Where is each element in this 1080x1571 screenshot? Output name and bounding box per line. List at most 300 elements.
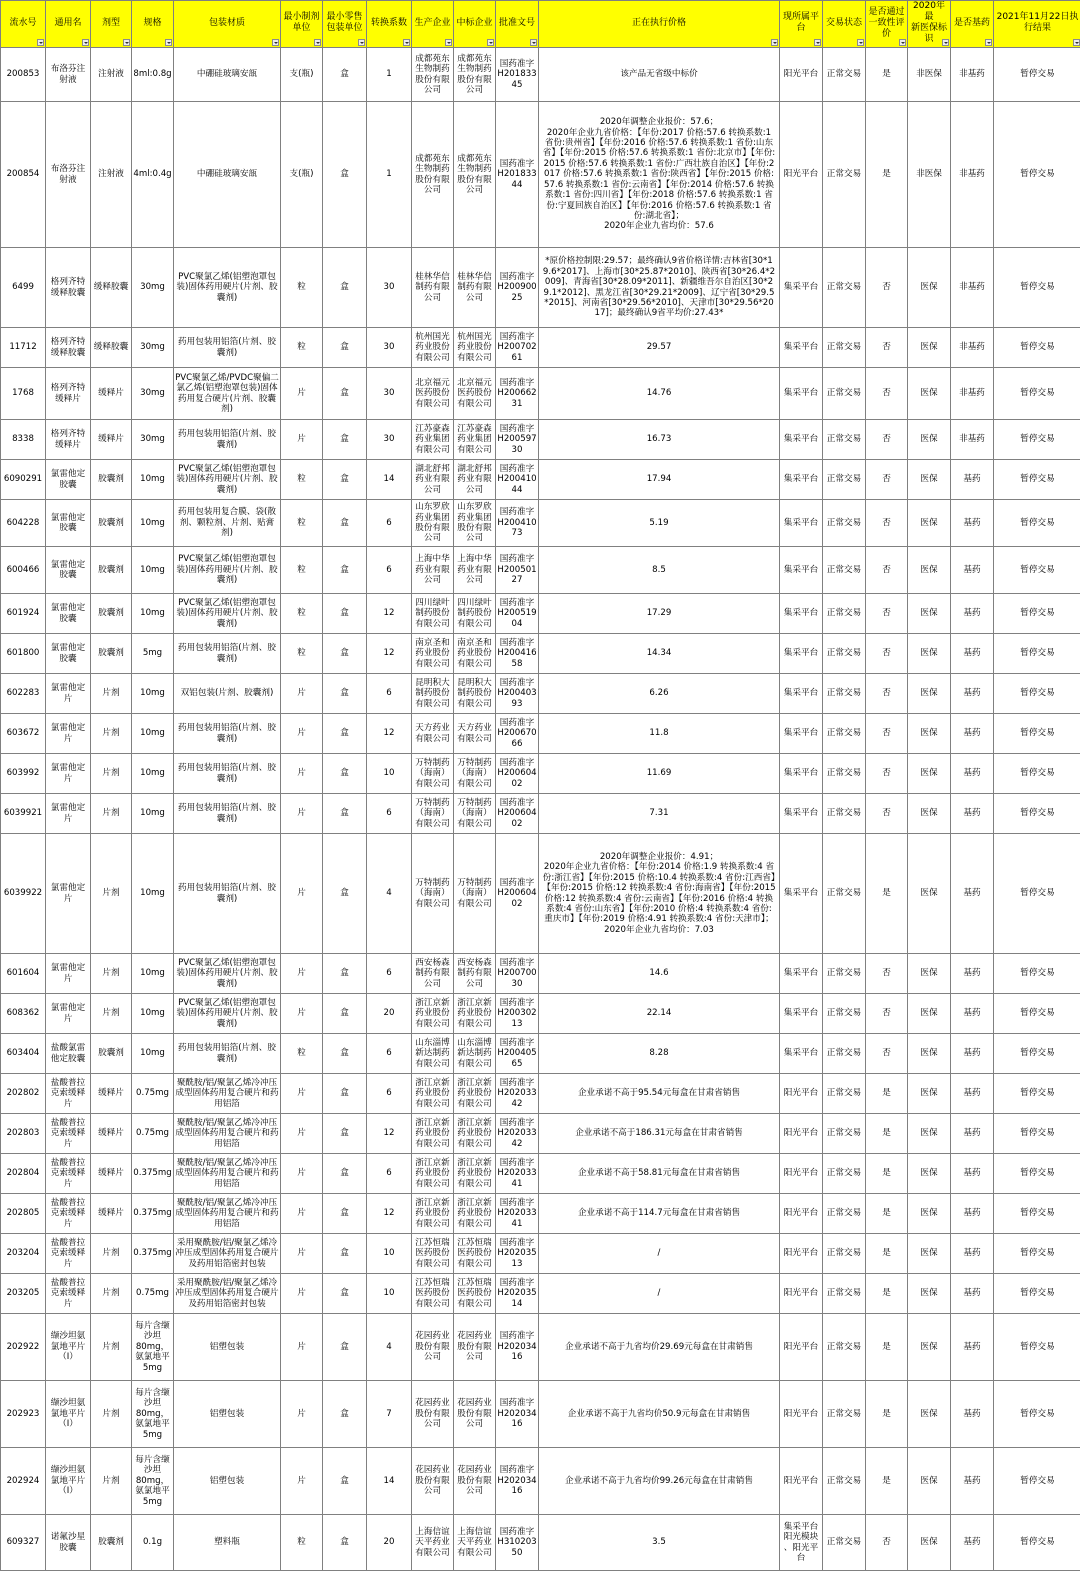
header-row	[1, 1, 1080, 48]
column-header-min_pack[interactable]	[323, 1, 367, 48]
cell-result: 暂停交易	[994, 1154, 1080, 1194]
filter-dropdown-icon[interactable]	[814, 39, 821, 46]
cell-price: 6.26	[539, 674, 780, 714]
cell-essential: 基药	[951, 1154, 994, 1194]
cell-result: 暂停交易	[994, 794, 1080, 834]
cell-pack: 药用包装用铝箔(片剂、胶囊剂)	[174, 754, 281, 794]
column-header-approval[interactable]	[496, 1, 539, 48]
cell-essential: 基药	[951, 1234, 994, 1274]
cell-id: 202804	[1, 1154, 46, 1194]
column-header-pack[interactable]	[174, 1, 281, 48]
column-header-form[interactable]	[91, 1, 132, 48]
cell-name: 氯雷他定 胶囊	[46, 634, 91, 674]
cell-consistency: 否	[866, 954, 908, 994]
cell-mfr: 江苏恒瑞 医药股份 有限公司	[412, 1274, 454, 1314]
cell-bid: 花园药业 股份有限 公司	[454, 1314, 496, 1381]
cell-pack: 聚酰胺/铝/聚氯乙烯冷冲压成型固体药用复合硬片和药用铝箔	[174, 1114, 281, 1154]
cell-insurance: 医保	[908, 1034, 951, 1074]
filter-dropdown-icon[interactable]	[37, 39, 44, 46]
table-row	[1, 248, 1080, 328]
cell-insurance: 医保	[908, 1074, 951, 1114]
filter-dropdown-icon[interactable]	[857, 39, 864, 46]
cell-mfr: 花园药业 股份有限 公司	[412, 1448, 454, 1515]
cell-spec: 0.75mg	[132, 1074, 174, 1114]
cell-status: 正常交易	[823, 48, 866, 102]
cell-id: 603672	[1, 714, 46, 754]
table-row	[1, 48, 1080, 102]
cell-price: 5.19	[539, 500, 780, 547]
column-header-consistency[interactable]	[866, 1, 908, 48]
cell-min_unit: 粒	[281, 594, 323, 634]
cell-approval: 国药准字 H202033 41	[496, 1154, 539, 1194]
cell-bid: 花园药业 股份有限 公司	[454, 1381, 496, 1448]
cell-mfr: 天方药业 有限公司	[412, 714, 454, 754]
cell-approval: 国药准字 H200700 30	[496, 954, 539, 994]
cell-conv: 6	[367, 547, 412, 594]
cell-status: 正常交易	[823, 460, 866, 500]
cell-consistency: 否	[866, 634, 908, 674]
cell-price: 11.69	[539, 754, 780, 794]
column-header-id[interactable]	[1, 1, 46, 48]
cell-consistency: 否	[866, 794, 908, 834]
cell-consistency: 否	[866, 714, 908, 754]
cell-insurance: 医保	[908, 1314, 951, 1381]
cell-spec: 0.75mg	[132, 1114, 174, 1154]
cell-price: 该产品无省级中标价	[539, 48, 780, 102]
cell-pack: 药用包装用铝箔(片剂、胶囊剂)	[174, 634, 281, 674]
cell-insurance: 医保	[908, 634, 951, 674]
filter-dropdown-icon[interactable]	[82, 39, 89, 46]
cell-conv: 4	[367, 1314, 412, 1381]
column-header-label: 转换系数	[371, 18, 407, 28]
cell-conv: 10	[367, 754, 412, 794]
column-header-label: 2020年最 新医保标 识	[911, 1, 947, 44]
cell-essential: 基药	[951, 460, 994, 500]
cell-name: 氯雷他定 片	[46, 714, 91, 754]
cell-min_pack: 盒	[323, 1274, 367, 1314]
cell-essential: 基药	[951, 547, 994, 594]
cell-consistency: 否	[866, 248, 908, 328]
cell-consistency: 是	[866, 1194, 908, 1234]
cell-platform: 集采平台	[780, 834, 823, 954]
cell-spec: 30mg	[132, 368, 174, 420]
cell-approval: 国药准字 H200604 02	[496, 794, 539, 834]
cell-conv: 14	[367, 1448, 412, 1515]
cell-pack: PVC聚氯乙烯/PVDC聚偏二氯乙烯(铝塑泡罩包装)固体药用复合硬片(片剂、胶囊剂)	[174, 368, 281, 420]
cell-status: 正常交易	[823, 500, 866, 547]
table-row	[1, 1114, 1080, 1154]
cell-price: 企业承诺不高于114.7元每盒在甘肃省销售	[539, 1194, 780, 1234]
cell-min_unit: 支(瓶)	[281, 48, 323, 102]
table-row	[1, 634, 1080, 674]
cell-min_unit: 片	[281, 754, 323, 794]
cell-status: 正常交易	[823, 420, 866, 460]
cell-essential: 基药	[951, 1114, 994, 1154]
cell-bid: 北京福元 医药股份 有限公司	[454, 368, 496, 420]
column-header-label: 批准文号	[499, 18, 535, 28]
cell-pack: 药用包装用铝箔(片剂、胶囊剂)	[174, 420, 281, 460]
cell-min_pack: 盒	[323, 1154, 367, 1194]
cell-essential: 基药	[951, 1034, 994, 1074]
cell-approval: 国药准字 H200405 65	[496, 1034, 539, 1074]
cell-bid: 南京圣和 药业股份 有限公司	[454, 634, 496, 674]
cell-price: 7.31	[539, 794, 780, 834]
cell-spec: 10mg	[132, 594, 174, 634]
cell-id: 202802	[1, 1074, 46, 1114]
cell-price: 企业承诺不高于九省均价50.9元每盒在甘肃销售	[539, 1381, 780, 1448]
filter-dropdown-icon[interactable]	[771, 39, 778, 46]
cell-id: 6039921	[1, 794, 46, 834]
cell-result: 暂停交易	[994, 634, 1080, 674]
column-header-result[interactable]	[994, 1, 1080, 48]
table-row	[1, 420, 1080, 460]
cell-mfr: 北京福元 医药股份 有限公司	[412, 368, 454, 420]
cell-approval: 国药准字 H202034 16	[496, 1448, 539, 1515]
column-header-spec[interactable]	[132, 1, 174, 48]
filter-dropdown-icon[interactable]	[272, 39, 279, 46]
cell-min_pack: 盒	[323, 1234, 367, 1274]
cell-id: 202923	[1, 1381, 46, 1448]
cell-insurance: 医保	[908, 1448, 951, 1515]
table-row	[1, 1154, 1080, 1194]
cell-price: 14.34	[539, 634, 780, 674]
cell-bid: 成都苑东 生物制药 股份有限 公司	[454, 102, 496, 248]
cell-pack: PVC聚氯乙烯(铝塑泡罩包装)固体药用硬片(片剂、胶囊剂)	[174, 994, 281, 1034]
column-header-label: 正在执行价格	[632, 18, 686, 28]
cell-spec: 5mg	[132, 634, 174, 674]
cell-approval: 国药准字 H200597 30	[496, 420, 539, 460]
table-row	[1, 674, 1080, 714]
cell-name: 盐酸普拉 克索缓释 片	[46, 1154, 91, 1194]
cell-conv: 12	[367, 714, 412, 754]
filter-dropdown-icon[interactable]	[985, 39, 992, 46]
cell-pack: 药用包装用铝箔(片剂、胶囊剂)	[174, 714, 281, 754]
cell-min_unit: 粒	[281, 1034, 323, 1074]
cell-min_pack: 盒	[323, 1314, 367, 1381]
cell-name: 氯雷他定 胶囊	[46, 500, 91, 547]
filter-dropdown-icon[interactable]	[358, 39, 365, 46]
column-header-label: 剂型	[102, 18, 120, 28]
cell-consistency: 否	[866, 754, 908, 794]
cell-spec: 10mg	[132, 794, 174, 834]
filter-dropdown-icon[interactable]	[487, 39, 494, 46]
cell-name: 盐酸普拉 克索缓释 片	[46, 1194, 91, 1234]
cell-price: 企业承诺不高于58.81元每盒在甘肃省销售	[539, 1154, 780, 1194]
table-row	[1, 328, 1080, 368]
cell-conv: 30	[367, 420, 412, 460]
table-row	[1, 794, 1080, 834]
cell-status: 正常交易	[823, 102, 866, 248]
cell-consistency: 否	[866, 674, 908, 714]
cell-conv: 6	[367, 1074, 412, 1114]
cell-price: 企业承诺不高于95.54元每盒在甘肃省销售	[539, 1074, 780, 1114]
cell-spec: 10mg	[132, 500, 174, 547]
cell-conv: 12	[367, 1114, 412, 1154]
column-header-essential[interactable]	[951, 1, 994, 48]
cell-result: 暂停交易	[994, 500, 1080, 547]
cell-spec: 0.375mg	[132, 1194, 174, 1234]
cell-min_pack: 盒	[323, 714, 367, 754]
cell-id: 200853	[1, 48, 46, 102]
cell-spec: 10mg	[132, 714, 174, 754]
cell-essential: 基药	[951, 1274, 994, 1314]
cell-result: 暂停交易	[994, 1034, 1080, 1074]
table-row	[1, 547, 1080, 594]
cell-name: 格列齐特 缓释胶囊	[46, 248, 91, 328]
cell-name: 氯雷他定 胶囊	[46, 547, 91, 594]
column-header-label: 2021年11月22日执 行结果	[997, 12, 1079, 33]
filter-dropdown-icon[interactable]	[899, 39, 906, 46]
cell-essential: 基药	[951, 714, 994, 754]
cell-status: 正常交易	[823, 1274, 866, 1314]
cell-id: 600466	[1, 547, 46, 594]
cell-price: 14.76	[539, 368, 780, 420]
filter-dropdown-icon[interactable]	[942, 39, 949, 46]
cell-price: 14.6	[539, 954, 780, 994]
cell-consistency: 否	[866, 994, 908, 1034]
cell-platform: 集采平台	[780, 248, 823, 328]
cell-consistency: 是	[866, 1154, 908, 1194]
cell-insurance: 医保	[908, 547, 951, 594]
cell-mfr: 桂林华信 制药有限 公司	[412, 248, 454, 328]
column-header-price[interactable]	[539, 1, 780, 48]
cell-id: 603404	[1, 1034, 46, 1074]
cell-min_unit: 片	[281, 994, 323, 1034]
cell-min_pack: 盒	[323, 1515, 367, 1571]
cell-spec: 10mg	[132, 954, 174, 994]
cell-consistency: 否	[866, 420, 908, 460]
cell-conv: 30	[367, 328, 412, 368]
cell-price: 29.57	[539, 328, 780, 368]
cell-min_pack: 盒	[323, 674, 367, 714]
cell-result: 暂停交易	[994, 594, 1080, 634]
filter-dropdown-icon[interactable]	[165, 39, 172, 46]
cell-bid: 西安杨森 制药有限 公司	[454, 954, 496, 994]
cell-bid: 浙江京新 药业股份 有限公司	[454, 1194, 496, 1234]
cell-insurance: 医保	[908, 1194, 951, 1234]
column-header-name[interactable]	[46, 1, 91, 48]
cell-name: 格列齐特 缓释胶囊	[46, 328, 91, 368]
column-header-conv[interactable]	[367, 1, 412, 48]
cell-min_unit: 片	[281, 714, 323, 754]
cell-id: 203204	[1, 1234, 46, 1274]
table-row	[1, 102, 1080, 248]
cell-conv: 6	[367, 1034, 412, 1074]
column-header-label: 包装材质	[209, 18, 245, 28]
cell-pack: 塑料瓶	[174, 1515, 281, 1571]
cell-approval: 国药准字 H202033 42	[496, 1114, 539, 1154]
filter-dropdown-icon[interactable]	[314, 39, 321, 46]
cell-id: 6039922	[1, 834, 46, 954]
cell-form: 缓释胶囊	[91, 248, 132, 328]
column-header-bid[interactable]	[454, 1, 496, 48]
cell-id: 202803	[1, 1114, 46, 1154]
cell-id: 200854	[1, 102, 46, 248]
cell-conv: 1	[367, 48, 412, 102]
cell-insurance: 医保	[908, 674, 951, 714]
cell-form: 片剂	[91, 1234, 132, 1274]
cell-spec: 30mg	[132, 420, 174, 460]
cell-essential: 基药	[951, 500, 994, 547]
column-header-label: 中标企业	[456, 18, 492, 28]
cell-id: 8338	[1, 420, 46, 460]
cell-platform: 集采平台	[780, 547, 823, 594]
cell-platform: 阳光平台	[780, 1074, 823, 1114]
table-row	[1, 714, 1080, 754]
cell-platform: 阳光平台	[780, 1154, 823, 1194]
cell-conv: 7	[367, 1381, 412, 1448]
cell-spec: 0.75mg	[132, 1274, 174, 1314]
cell-consistency: 是	[866, 1114, 908, 1154]
cell-min_pack: 盒	[323, 500, 367, 547]
cell-min_unit: 粒	[281, 634, 323, 674]
cell-result: 暂停交易	[994, 248, 1080, 328]
cell-min_unit: 片	[281, 1074, 323, 1114]
cell-id: 608362	[1, 994, 46, 1034]
cell-mfr: 万特制药 （海南） 有限公司	[412, 754, 454, 794]
cell-result: 暂停交易	[994, 1381, 1080, 1448]
cell-bid: 山东罗欣 药业集团 股份有限 公司	[454, 500, 496, 547]
column-header-min_unit[interactable]	[281, 1, 323, 48]
cell-approval: 国药准字 H201833 45	[496, 48, 539, 102]
cell-consistency: 否	[866, 368, 908, 420]
cell-platform: 集采平台	[780, 754, 823, 794]
cell-form: 胶囊剂	[91, 460, 132, 500]
filter-dropdown-icon[interactable]	[1073, 39, 1080, 46]
table-row	[1, 754, 1080, 794]
cell-insurance: 医保	[908, 420, 951, 460]
cell-insurance: 医保	[908, 1274, 951, 1314]
cell-essential: 基药	[951, 794, 994, 834]
cell-name: 氯雷他定 胶囊	[46, 460, 91, 500]
cell-result: 暂停交易	[994, 674, 1080, 714]
cell-name: 盐酸普拉 克索缓释 片	[46, 1114, 91, 1154]
cell-platform: 集采平台	[780, 714, 823, 754]
cell-price: 22.14	[539, 994, 780, 1034]
cell-pack: PVC聚氯乙烯(铝塑泡罩包装)固体药用硬片(片剂、胶囊剂)	[174, 547, 281, 594]
cell-bid: 万特制药 （海南） 有限公司	[454, 834, 496, 954]
cell-min_unit: 粒	[281, 248, 323, 328]
table-row	[1, 994, 1080, 1034]
cell-status: 正常交易	[823, 714, 866, 754]
cell-min_pack: 盒	[323, 547, 367, 594]
cell-consistency: 是	[866, 834, 908, 954]
cell-result: 暂停交易	[994, 1194, 1080, 1234]
cell-price: 企业承诺不高于186.31元每盒在甘肃省销售	[539, 1114, 780, 1154]
cell-conv: 20	[367, 994, 412, 1034]
cell-conv: 6	[367, 1154, 412, 1194]
cell-mfr: 花园药业 股份有限 公司	[412, 1381, 454, 1448]
column-header-mfr[interactable]	[412, 1, 454, 48]
cell-essential: 基药	[951, 1314, 994, 1381]
cell-pack: 药用包装用铝箔(片剂、胶囊剂)	[174, 328, 281, 368]
cell-essential: 基药	[951, 834, 994, 954]
cell-insurance: 医保	[908, 994, 951, 1034]
column-header-insurance[interactable]	[908, 1, 951, 48]
filter-dropdown-icon[interactable]	[403, 39, 410, 46]
cell-approval: 国药准字 H310203 50	[496, 1515, 539, 1571]
cell-essential: 基药	[951, 954, 994, 994]
cell-result: 暂停交易	[994, 328, 1080, 368]
cell-min_unit: 片	[281, 1381, 323, 1448]
cell-form: 胶囊剂	[91, 1034, 132, 1074]
cell-mfr: 杭州国光 药业股份 有限公司	[412, 328, 454, 368]
cell-pack: 铝塑包装	[174, 1314, 281, 1381]
cell-spec: 4ml:0.4g	[132, 102, 174, 248]
cell-name: 布洛芬注 射液	[46, 102, 91, 248]
cell-status: 正常交易	[823, 328, 866, 368]
cell-conv: 10	[367, 1234, 412, 1274]
column-header-platform[interactable]	[780, 1, 823, 48]
cell-id: 601924	[1, 594, 46, 634]
cell-status: 正常交易	[823, 754, 866, 794]
cell-approval: 国药准字 H200900 25	[496, 248, 539, 328]
filter-dropdown-icon[interactable]	[530, 39, 537, 46]
column-header-status[interactable]	[823, 1, 866, 48]
cell-platform: 阳光平台	[780, 1314, 823, 1381]
cell-name: 氯雷他定 片	[46, 994, 91, 1034]
cell-spec: 10mg	[132, 834, 174, 954]
cell-essential: 基药	[951, 1515, 994, 1571]
cell-min_pack: 盒	[323, 328, 367, 368]
cell-spec: 0.1g	[132, 1515, 174, 1571]
cell-form: 片剂	[91, 754, 132, 794]
cell-price: 3.5	[539, 1515, 780, 1571]
filter-dropdown-icon[interactable]	[123, 39, 130, 46]
cell-min_unit: 片	[281, 368, 323, 420]
cell-conv: 30	[367, 368, 412, 420]
cell-mfr: 浙江京新 药业股份 有限公司	[412, 1194, 454, 1234]
cell-price: 2020年调整企业报价：57.6； 2020年企业九省价格：【年份:2017 价格:57.6 转换系数:1 省份:贵州省】【年份:2016 价格:57.6 转换系数:1 省份:山东省】【年份:2015 价格:57.6 转换系数:1 省份:北京市】【年份:2015 价格:57.6 转换系数:1 省份:广西壮族自治区】【年份:2017 价格:57.6 转换系数:1 省份:陕西省】【年份:2015 价格:57.6 转换系数:1 省份:云南省】【年份:2014 价格:57.6 转换系数:1 省份:四川省】【年份:2018 价格:57.6 转换系数:1 省份:宁夏回族自治区】【年份:2016 价格:57.6 转换系数:1 省份:湖北省】； 2020年企业九省均价：57.6	[539, 102, 780, 248]
cell-approval: 国药准字 H202034 16	[496, 1314, 539, 1381]
cell-min_pack: 盒	[323, 248, 367, 328]
cell-result: 暂停交易	[994, 1074, 1080, 1114]
cell-approval: 国药准字 H200670 66	[496, 714, 539, 754]
cell-name: 格列齐特 缓释片	[46, 368, 91, 420]
cell-name: 缬沙坦氨 氯地平片 （I）	[46, 1448, 91, 1515]
cell-spec: 10mg	[132, 754, 174, 794]
cell-insurance: 医保	[908, 954, 951, 994]
cell-platform: 集采平台	[780, 994, 823, 1034]
cell-approval: 国药准字 H202034 16	[496, 1381, 539, 1448]
cell-price: 8.5	[539, 547, 780, 594]
cell-id: 601604	[1, 954, 46, 994]
cell-mfr: 山东罗欣 药业集团 股份有限 公司	[412, 500, 454, 547]
cell-platform: 集采平台	[780, 420, 823, 460]
column-header-label: 是否通过 一致性评 价	[868, 7, 904, 39]
cell-mfr: 浙江京新 药业股份 有限公司	[412, 1114, 454, 1154]
cell-approval: 国药准字 H200604 02	[496, 754, 539, 794]
filter-dropdown-icon[interactable]	[445, 39, 452, 46]
cell-name: 氯雷他定 片	[46, 954, 91, 994]
cell-price: /	[539, 1274, 780, 1314]
cell-min_unit: 粒	[281, 328, 323, 368]
table-row	[1, 1448, 1080, 1515]
cell-insurance: 非医保	[908, 48, 951, 102]
cell-pack: 药用包装用铝箔(片剂、胶囊剂)	[174, 794, 281, 834]
cell-result: 暂停交易	[994, 954, 1080, 994]
cell-min_unit: 片	[281, 1234, 323, 1274]
cell-id: 609327	[1, 1515, 46, 1571]
cell-insurance: 医保	[908, 500, 951, 547]
cell-min_pack: 盒	[323, 834, 367, 954]
cell-result: 暂停交易	[994, 48, 1080, 102]
cell-bid: 浙江京新 药业股份 有限公司	[454, 994, 496, 1034]
cell-conv: 12	[367, 634, 412, 674]
cell-consistency: 否	[866, 500, 908, 547]
cell-consistency: 否	[866, 460, 908, 500]
cell-min_unit: 片	[281, 1314, 323, 1381]
